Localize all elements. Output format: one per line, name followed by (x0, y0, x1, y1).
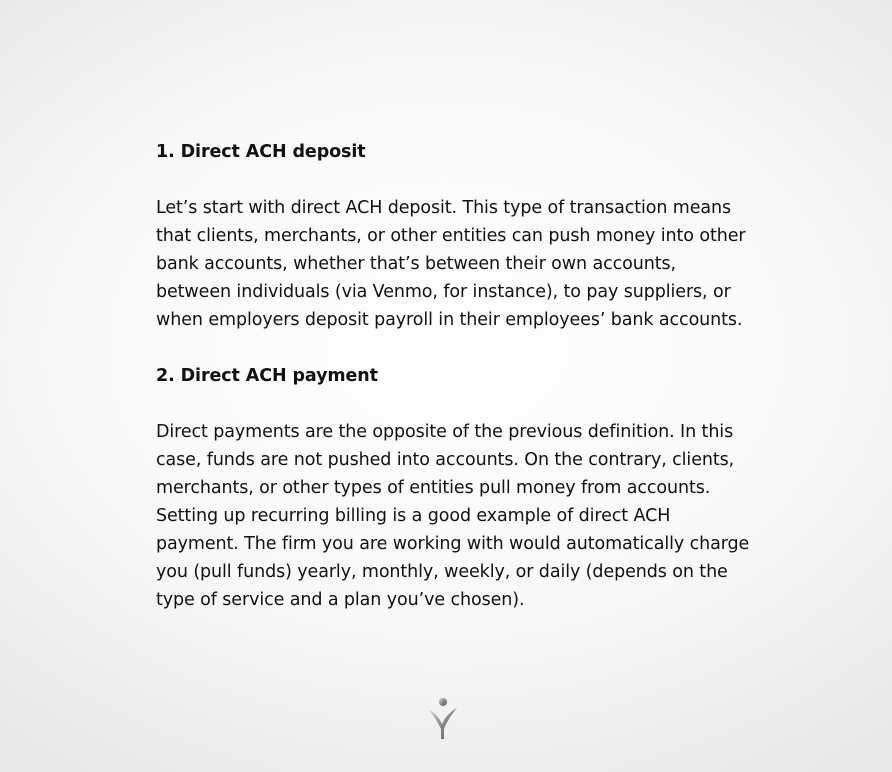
spacer (156, 334, 756, 362)
section-body-direct-ach-payment: Direct payments are the opposite of the previous definition. In this case, funds are not pushed into accounts. On the contrary, clients, merchants, or other types of entities pull money from accounts. Setting up recurring billing is a good example of direct ACH payment. The firm you are working with would automatically charge you (pull funds) yearly, monthly, weekly, or daily (depends on the type of service and a plan you’ve chosen). (156, 422, 750, 610)
section-heading-direct-ach-deposit: 1. Direct ACH deposit (156, 142, 366, 162)
section-body-direct-ach-deposit: Let’s start with direct ACH deposit. This type of transaction means that clients, merchants, or other entities can push money into other bank accounts, whether that’s between their own accounts, between individuals (via Venmo, for instance), to pay suppliers, or when employers deposit payroll in their employees’ bank accounts. (156, 198, 746, 330)
section-heading-direct-ach-payment: 2. Direct ACH payment (156, 366, 378, 386)
article-content (156, 138, 756, 614)
spacer (156, 390, 756, 418)
figure-logo-icon (426, 697, 460, 741)
spacer (156, 166, 756, 194)
